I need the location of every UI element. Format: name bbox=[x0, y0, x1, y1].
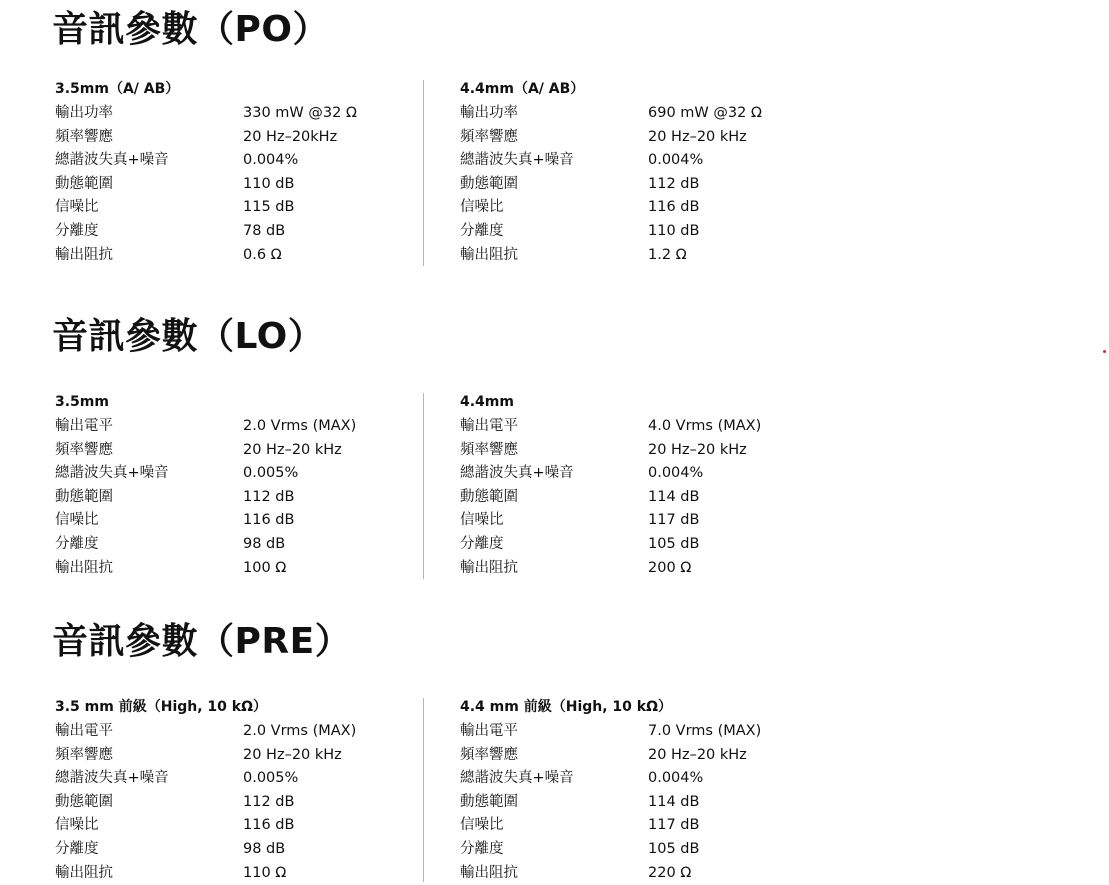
spec-row bbox=[55, 767, 415, 791]
spec-label: 信噪比 bbox=[460, 512, 504, 529]
spec-row bbox=[55, 557, 415, 581]
spec-row bbox=[460, 557, 820, 581]
spec-row bbox=[460, 862, 820, 885]
spec-row bbox=[460, 102, 820, 126]
spec-value: 200 Ω bbox=[648, 559, 692, 576]
spec-row bbox=[55, 439, 415, 463]
spec-row bbox=[460, 767, 820, 791]
section-title: 音訊參數（PRE） bbox=[52, 621, 352, 662]
spec-label: 分離度 bbox=[55, 222, 99, 239]
column-divider bbox=[423, 698, 424, 882]
spec-label: 輸出電平 bbox=[55, 723, 113, 739]
spec-row bbox=[460, 720, 820, 744]
column-header: 3.5 mm 前級（High, 10 kΩ） bbox=[55, 699, 267, 715]
spec-value: 0.004% bbox=[648, 465, 704, 482]
column-header: 4.4mm bbox=[460, 394, 514, 410]
spec-row bbox=[55, 744, 415, 768]
spec-row bbox=[55, 173, 415, 197]
spec-value: 20 Hz–20 kHz bbox=[648, 441, 747, 458]
spec-label: 頻率響應 bbox=[460, 441, 518, 458]
spec-row bbox=[55, 533, 415, 557]
spec-value: 1.2 Ω bbox=[648, 246, 687, 263]
spec-label: 頻率響應 bbox=[460, 746, 518, 763]
spec-label: 頻率響應 bbox=[55, 441, 113, 458]
spec-label: 總諧波失真+噪音 bbox=[460, 770, 574, 787]
spec-value: 0.005% bbox=[243, 465, 299, 482]
spec-row bbox=[55, 102, 415, 126]
section-lo bbox=[0, 313, 1109, 583]
spec-value: 98 dB bbox=[243, 535, 286, 552]
spec-row bbox=[55, 149, 415, 173]
spec-label: 總諧波失真+噪音 bbox=[55, 152, 169, 169]
spec-label: 頻率響應 bbox=[460, 128, 518, 145]
spec-row bbox=[460, 462, 820, 486]
spec-value: 20 Hz–20 kHz bbox=[243, 746, 342, 763]
spec-row bbox=[55, 791, 415, 815]
spec-value: 112 dB bbox=[648, 175, 700, 192]
spec-row bbox=[460, 744, 820, 768]
spec-value: 105 dB bbox=[648, 535, 700, 552]
spec-row bbox=[460, 126, 820, 150]
spec-value: 0.004% bbox=[648, 770, 704, 787]
spec-value: 115 dB bbox=[243, 199, 295, 216]
spec-row bbox=[460, 220, 820, 244]
spec-row bbox=[460, 196, 820, 220]
spec-value: 0.6 Ω bbox=[243, 246, 282, 263]
column-divider bbox=[423, 80, 424, 266]
column-header: 4.4mm（A/ AB） bbox=[460, 81, 585, 97]
spec-value: 116 dB bbox=[648, 199, 700, 216]
spec-label: 總諧波失真+噪音 bbox=[55, 770, 169, 787]
spec-value: 2.0 Vrms (MAX) bbox=[243, 418, 357, 434]
spec-value: 116 dB bbox=[243, 512, 295, 529]
spec-row bbox=[460, 791, 820, 815]
spec-label: 總諧波失真+噪音 bbox=[55, 465, 169, 482]
spec-label: 分離度 bbox=[460, 840, 504, 857]
spec-label: 信噪比 bbox=[55, 817, 99, 834]
spec-value: 114 dB bbox=[648, 488, 700, 505]
column-header: 3.5mm（A/ AB） bbox=[55, 81, 180, 97]
spec-value: 7.0 Vrms (MAX) bbox=[648, 723, 762, 739]
section-title: 音訊參數（PO） bbox=[52, 9, 329, 50]
spec-value: 117 dB bbox=[648, 817, 700, 834]
spec-value: 0.005% bbox=[243, 770, 299, 787]
spec-value: 220 Ω bbox=[648, 864, 692, 881]
section-po bbox=[0, 6, 1109, 276]
spec-row bbox=[55, 838, 415, 862]
spec-label: 分離度 bbox=[460, 222, 504, 239]
spec-value: 20 Hz–20 kHz bbox=[648, 746, 747, 763]
spec-label: 信噪比 bbox=[460, 199, 504, 216]
spec-label: 輸出阻抗 bbox=[460, 864, 518, 881]
spec-value: 20 Hz–20kHz bbox=[243, 128, 338, 145]
spec-label: 分離度 bbox=[55, 535, 99, 552]
spec-value: 112 dB bbox=[243, 488, 295, 505]
spec-label: 動態範圍 bbox=[460, 793, 518, 810]
spec-label: 動態範圍 bbox=[460, 175, 518, 192]
spec-value: 114 dB bbox=[648, 793, 700, 810]
spec-label: 信噪比 bbox=[55, 512, 99, 529]
spec-row bbox=[55, 814, 415, 838]
spec-label: 輸出電平 bbox=[460, 418, 518, 434]
section-title: 音訊參數（LO） bbox=[52, 316, 325, 357]
spec-row bbox=[55, 415, 415, 439]
spec-value: 110 dB bbox=[243, 175, 295, 192]
spec-value: 20 Hz–20 kHz bbox=[243, 441, 342, 458]
spec-row bbox=[460, 486, 820, 510]
spec-row bbox=[460, 415, 820, 439]
spec-row bbox=[460, 439, 820, 463]
spec-label: 輸出阻抗 bbox=[55, 246, 113, 263]
column-divider bbox=[423, 393, 424, 579]
spec-label: 輸出阻抗 bbox=[460, 559, 518, 576]
spec-value: 117 dB bbox=[648, 512, 700, 529]
spec-row bbox=[460, 533, 820, 557]
spec-row bbox=[55, 720, 415, 744]
column-header: 4.4 mm 前級（High, 10 kΩ） bbox=[460, 699, 672, 715]
spec-label: 輸出阻抗 bbox=[55, 864, 113, 881]
spec-label: 動態範圍 bbox=[55, 175, 113, 192]
spec-value: 0.004% bbox=[243, 152, 299, 169]
red-marker-dot bbox=[1103, 350, 1106, 353]
spec-label: 信噪比 bbox=[460, 817, 504, 834]
spec-row bbox=[55, 486, 415, 510]
spec-label: 輸出電平 bbox=[460, 723, 518, 739]
spec-row bbox=[460, 173, 820, 197]
spec-value: 100 Ω bbox=[243, 559, 287, 576]
spec-row bbox=[460, 149, 820, 173]
spec-label: 總諧波失真+噪音 bbox=[460, 465, 574, 482]
spec-value: 4.0 Vrms (MAX) bbox=[648, 418, 762, 434]
spec-value: 690 mW @32 Ω bbox=[648, 105, 762, 121]
spec-value: 0.004% bbox=[648, 152, 704, 169]
spec-value: 110 dB bbox=[648, 222, 700, 239]
spec-row bbox=[55, 244, 415, 268]
spec-value: 105 dB bbox=[648, 840, 700, 857]
spec-label: 輸出阻抗 bbox=[55, 559, 113, 576]
spec-value: 20 Hz–20 kHz bbox=[648, 128, 747, 145]
spec-label: 輸出阻抗 bbox=[460, 246, 518, 263]
spec-label: 動態範圍 bbox=[55, 488, 113, 505]
spec-value: 330 mW @32 Ω bbox=[243, 105, 357, 121]
spec-label: 總諧波失真+噪音 bbox=[460, 152, 574, 169]
spec-label: 動態範圍 bbox=[55, 793, 113, 810]
spec-label: 輸出功率 bbox=[460, 105, 518, 121]
spec-label: 分離度 bbox=[460, 535, 504, 552]
spec-row bbox=[460, 509, 820, 533]
spec-row bbox=[55, 220, 415, 244]
spec-row bbox=[460, 838, 820, 862]
spec-value: 110 Ω bbox=[243, 864, 287, 881]
spec-row bbox=[55, 462, 415, 486]
column-header: 3.5mm bbox=[55, 394, 109, 410]
spec-row bbox=[55, 509, 415, 533]
spec-value: 98 dB bbox=[243, 840, 286, 857]
spec-row bbox=[55, 862, 415, 885]
spec-label: 動態範圍 bbox=[460, 488, 518, 505]
spec-value: 112 dB bbox=[243, 793, 295, 810]
spec-row bbox=[460, 244, 820, 268]
spec-row bbox=[460, 814, 820, 838]
spec-label: 頻率響應 bbox=[55, 128, 113, 145]
spec-value: 116 dB bbox=[243, 817, 295, 834]
section-pre bbox=[0, 618, 1109, 885]
spec-label: 信噪比 bbox=[55, 199, 99, 216]
spec-value: 78 dB bbox=[243, 222, 286, 239]
spec-row bbox=[55, 196, 415, 220]
spec-row bbox=[55, 126, 415, 150]
spec-label: 輸出功率 bbox=[55, 105, 113, 121]
spec-label: 輸出電平 bbox=[55, 418, 113, 434]
spec-value: 2.0 Vrms (MAX) bbox=[243, 723, 357, 739]
spec-label: 分離度 bbox=[55, 840, 99, 857]
spec-label: 頻率響應 bbox=[55, 746, 113, 763]
